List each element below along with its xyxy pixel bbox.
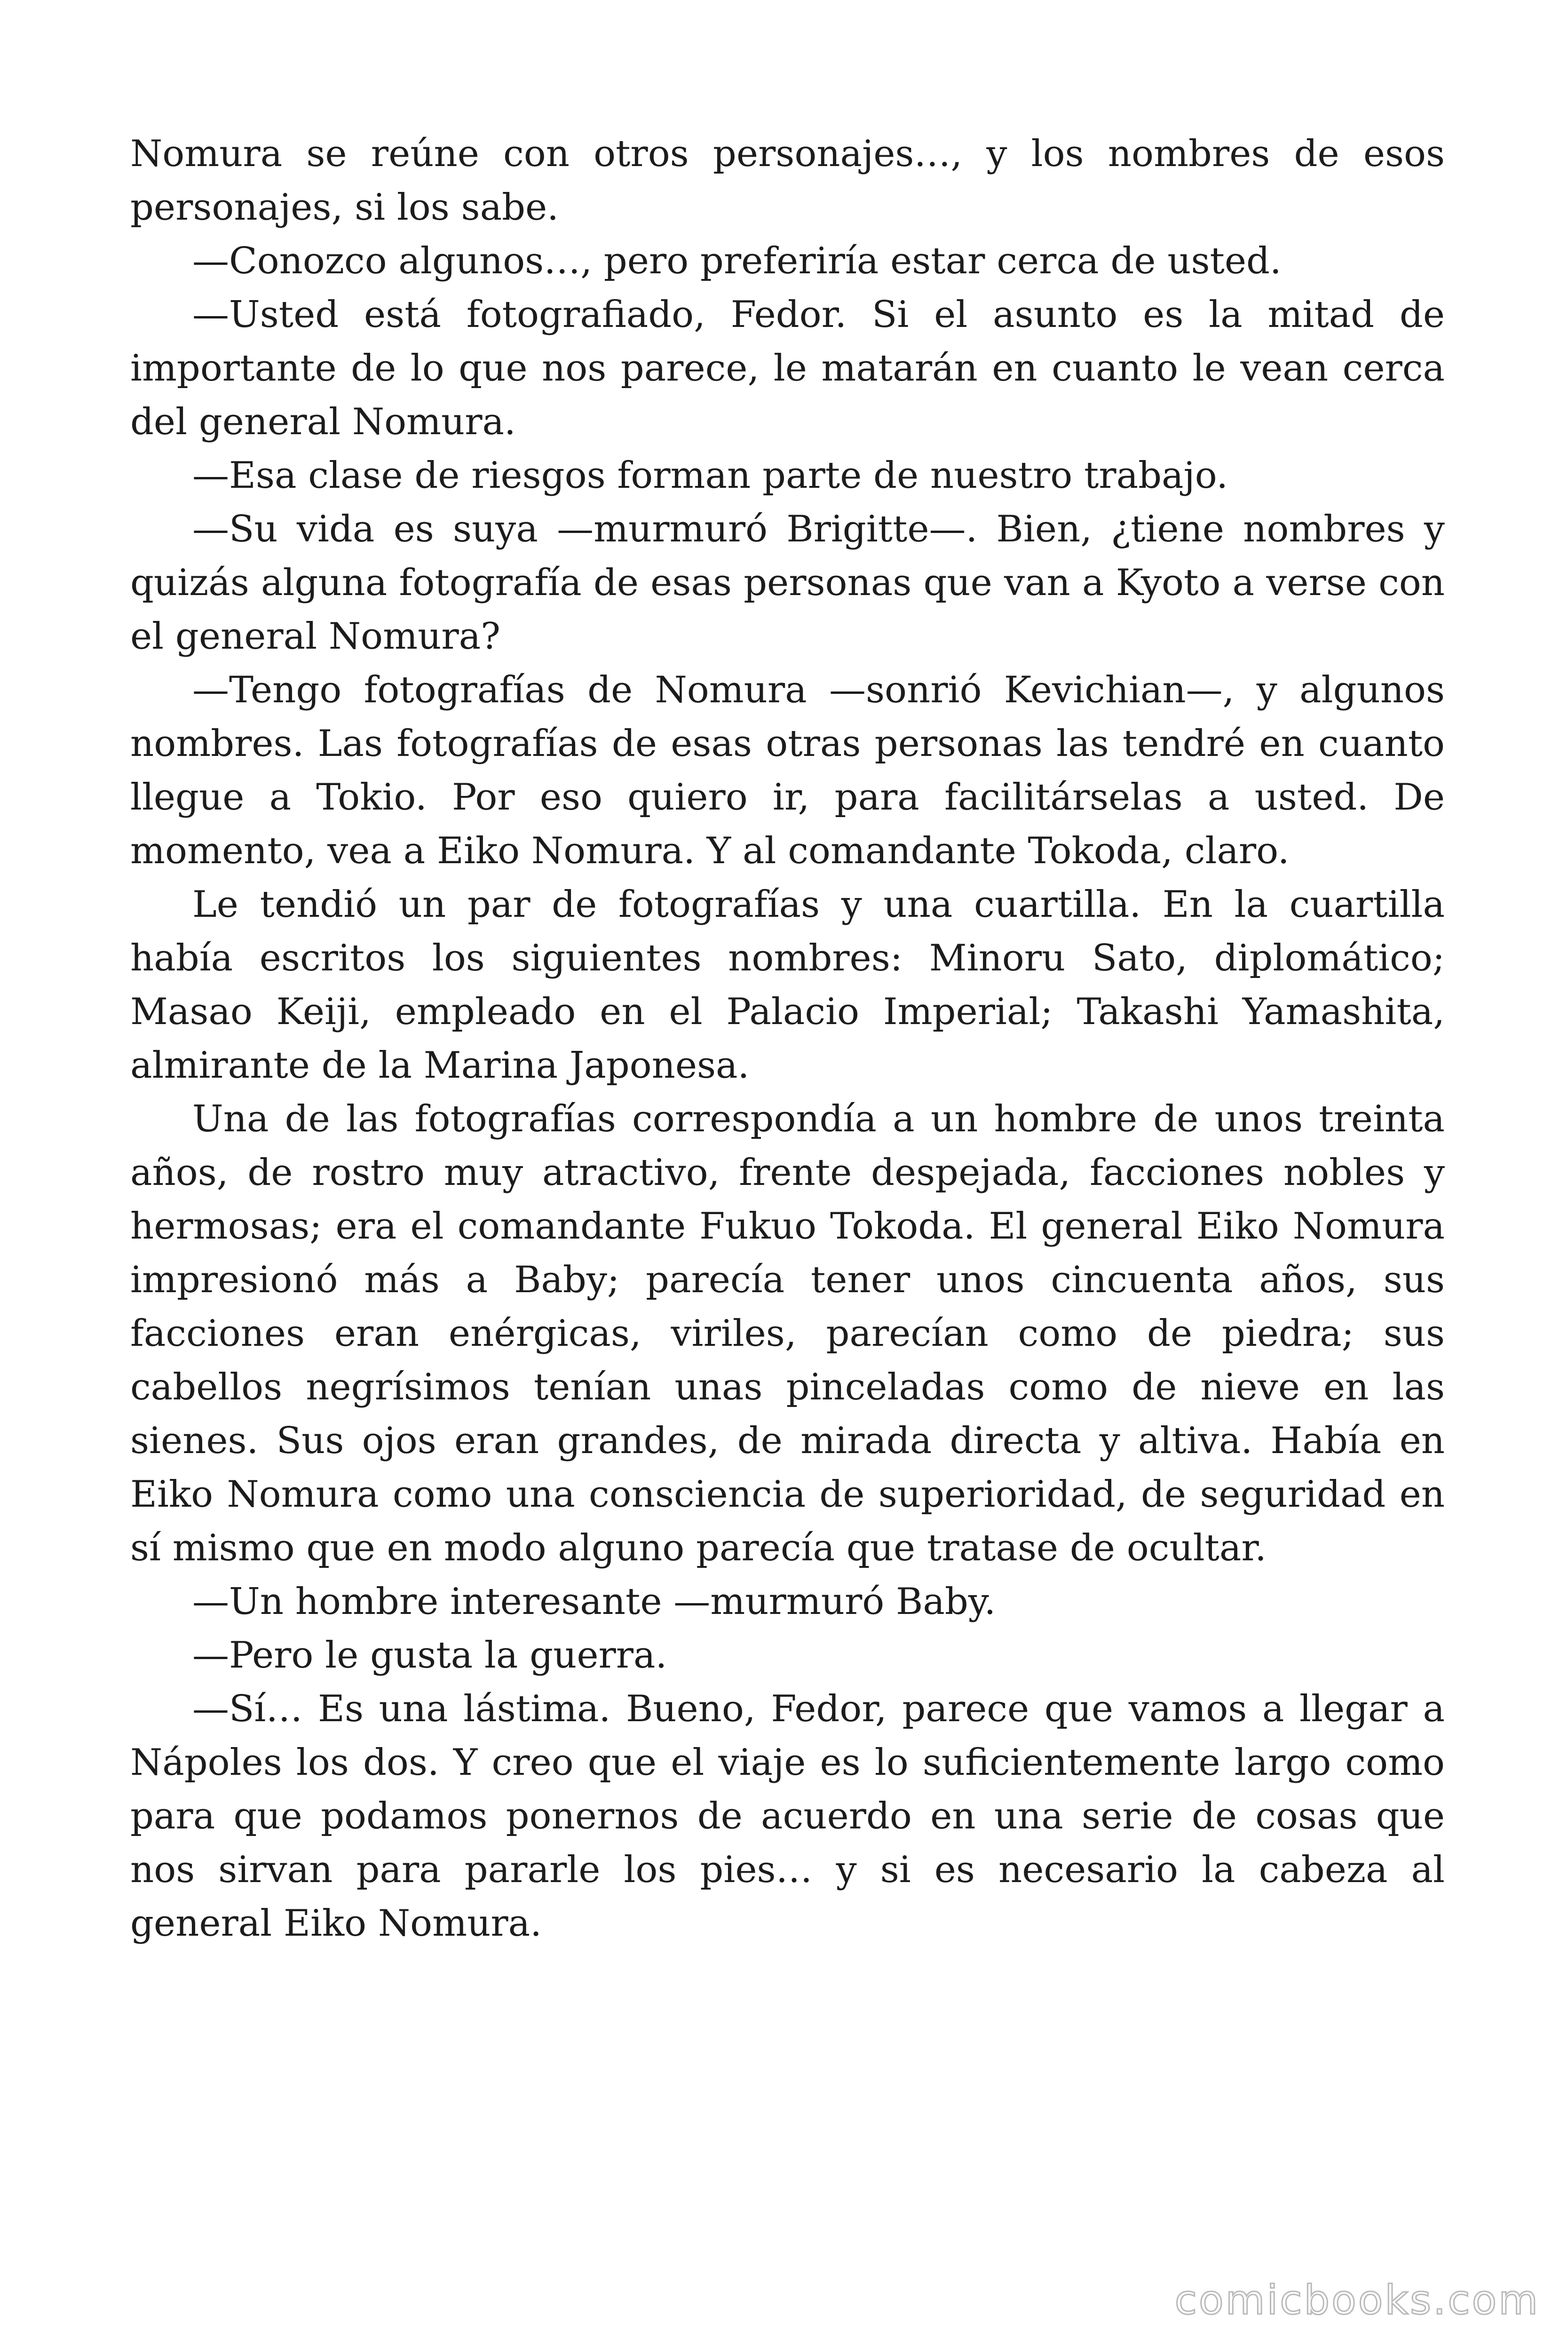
paragraph-10: —Pero le gusta la guerra. <box>192 1634 667 1677</box>
paragraph-5: —Su vida es suya —murmuró Brigitte—. Bien, ¿tiene nombres y quizás alguna fotografía de esas personas que van a Kyoto a verse con el general Nomura? <box>130 508 1445 658</box>
paragraph-8: Una de las fotografías correspondía a un hombre de unos treinta años, de rostro muy atractivo, frente despejada, facciones nobles y hermosas; era el comandante Fukuo Tokoda. El general Eiko Nomura impresionó más a Baby; parecía tener unos cincuenta años, sus facciones eran enérgicas, viriles, parecían como de piedra; sus cabellos negrísimos tenían unas pinceladas como de nieve en las sienes. Sus ojos eran grandes, de mirada directa y altiva. Había en Eiko Nomura como una consciencia de superioridad, de seguridad en sí mismo que en modo alguno parecía que tratase de ocultar. <box>130 1098 1445 1569</box>
body-text <box>130 127 1445 1950</box>
paragraph-6: —Tengo fotografías de Nomura —sonrió Kevichian—, y algunos nombres. Las fotografías de esas otras personas las tendré en cuanto llegue a Tokio. Por eso quiero ir, para facilitárselas a usted. De momento, vea a Eiko Nomura. Y al comandante Tokoda, claro. <box>130 669 1445 872</box>
paragraph-1: Nomura se reúne con otros personajes…, y los nombres de esos personajes, si los sabe. <box>130 133 1445 229</box>
paragraph-11: —Sí… Es una lástima. Bueno, Fedor, parece que vamos a llegar a Nápoles los dos. Y creo que el viaje es lo suficientemente largo como para que podamos ponernos de acuerdo en una serie de cosas que nos sirvan para pararle los pies… y si es necesario la cabeza al general Eiko Nomura. <box>130 1688 1445 1945</box>
paragraph-2: —Conozco algunos…, pero preferiría estar cerca de usted. <box>192 240 1282 282</box>
paragraph-7: Le tendió un par de fotografías y una cuartilla. En la cuartilla había escritos los siguientes nombres: Minoru Sato, diplomático; Masao Keiji, empleado en el Palacio Imperial; Takashi Yamashita, almirante de la Marina Japonesa. <box>130 883 1445 1087</box>
paragraph-3: —Usted está fotografiado, Fedor. Si el asunto es la mitad de importante de lo que nos parece, le matarán en cuanto le vean cerca del general Nomura. <box>130 294 1445 443</box>
site-watermark: comicbooks.com <box>1174 2277 1540 2324</box>
paragraph-4: —Esa clase de riesgos forman parte de nuestro trabajo. <box>192 454 1228 497</box>
paragraph-9: —Un hombre interesante —murmuró Baby. <box>192 1581 996 1623</box>
